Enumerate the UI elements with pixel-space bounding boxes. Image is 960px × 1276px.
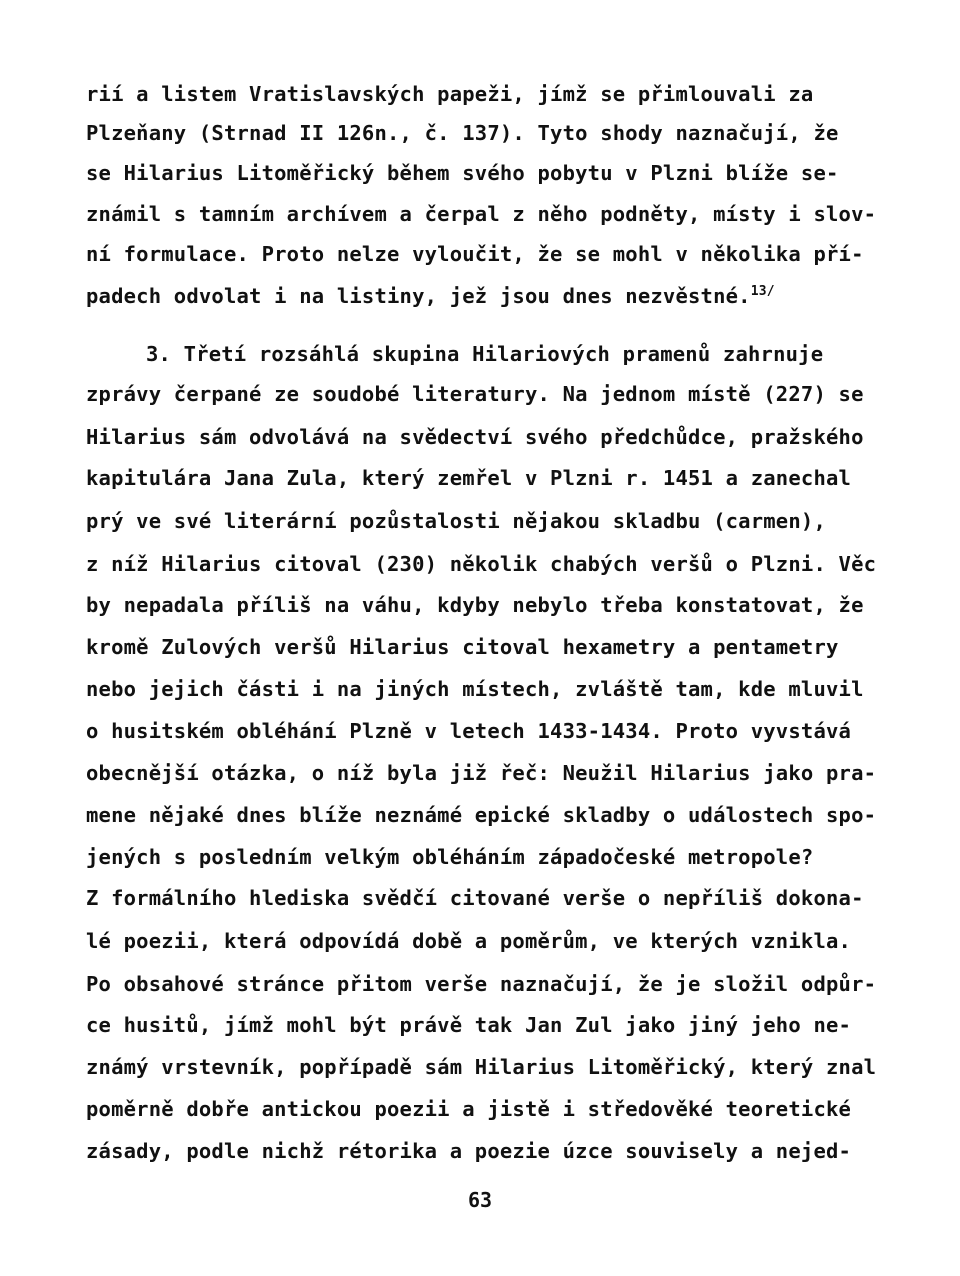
text-line-24: známý vrstevník, popřípadě sám Hilarius Litoměřický, který znal	[86, 1055, 877, 1079]
text-line-16: o husitském obléhání Plzně v letech 1433-1434. Proto vyvstává	[86, 719, 852, 743]
text-line-21: lé poezii, která odpovídá době a poměrům, ve kterých vznikla.	[86, 929, 852, 953]
footnote-reference: 13/	[750, 284, 775, 299]
text-line-20: Z formálního hlediska svědčí citované verše o nepříliš dokona-	[86, 886, 864, 910]
text-line-9: Hilarius sám odvolává na svědectví svého předchůdce, pražského	[86, 425, 864, 449]
text-line-22: Po obsahové stránce přitom verše naznačují, že je složil odpůr-	[86, 972, 877, 996]
text-line-3: se Hilarius Litoměřický během svého pobytu v Plzni blíže se-	[86, 161, 839, 185]
text-line-6-text: padech odvolat i na listiny, jež jsou dnes nezvěstné.	[86, 284, 751, 308]
text-line-1: rií a listem Vratislavských papeži, jímž se přimlouvali za	[86, 82, 814, 106]
text-line-4: známil s tamním archívem a čerpal z něho podněty, místy i slov-	[86, 202, 877, 226]
text-line-8: zprávy čerpané ze soudobé literatury. Na jednom místě (227) se	[86, 382, 864, 406]
text-line-17: obecnější otázka, o níž byla již řeč: Neužil Hilarius jako pra-	[86, 761, 877, 785]
text-line-25: poměrně dobře antickou poezii a jistě i středověké teoretické	[86, 1097, 852, 1121]
text-line-7: 3. Třetí rozsáhlá skupina Hilariových pramenů zahrnuje	[146, 342, 824, 366]
text-line-10: kapitulára Jana Zula, který zemřel v Plzni r. 1451 a zanechal	[86, 466, 852, 490]
text-line-13: by nepadala příliš na váhu, kdyby nebylo třeba konstatovat, že	[86, 593, 864, 617]
text-line-15: nebo jejich části i na jiných místech, zvláště tam, kde mluvil	[86, 677, 864, 701]
text-line-2: Plzeňany (Strnad II 126n., č. 137). Tyto shody naznačují, že	[86, 121, 839, 145]
page-number: 63	[467, 1188, 493, 1212]
text-line-6	[86, 282, 775, 310]
text-line-19: jených s posledním velkým obléháním západočeské metropole?	[86, 845, 814, 869]
text-line-12: z níž Hilarius citoval (230) několik chabých veršů o Plzni. Věc	[86, 552, 877, 576]
text-line-26: zásady, podle nichž rétorika a poezie úzce souvisely a nejed-	[86, 1139, 852, 1163]
text-line-23: ce husitů, jímž mohl být právě tak Jan Zul jako jiný jeho ne-	[86, 1013, 852, 1037]
text-line-11: prý ve své literární pozůstalosti nějakou skladbu (carmen),	[86, 509, 826, 533]
text-line-5: ní formulace. Proto nelze vyloučit, že se mohl v několika pří-	[86, 242, 864, 266]
text-line-18: mene nějaké dnes blíže neznámé epické skladby o událostech spo-	[86, 803, 877, 827]
text-line-14: kromě Zulových veršů Hilarius citoval hexametry a pentametry	[86, 635, 839, 659]
